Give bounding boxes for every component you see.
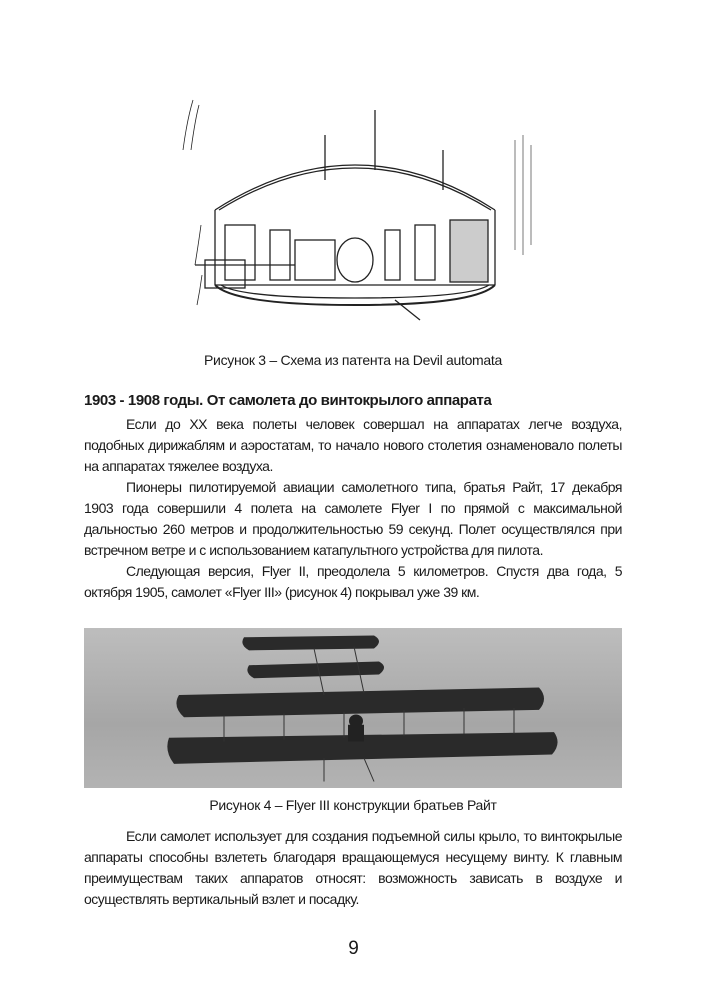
flyer-iii-photo — [84, 628, 622, 788]
closing-body — [84, 826, 622, 910]
paragraph: Если до XX века полеты человек совершал на аппаратах легче воздуха, подобных дирижаблям и аэростатам, то начало нового столетия ознаменовало полеты на аппаратах тяжелее воздуха. — [84, 416, 622, 474]
patent-drawing — [175, 90, 540, 325]
section-body — [84, 414, 622, 603]
figure-3-caption: Рисунок 3 – Схема из патента на Devil automata — [204, 352, 502, 368]
paragraph: Пионеры пилотируемой авиации самолетного типа, братья Райт, 17 декабря 1903 года совершили 4 полета на самолете Flyer I по прямой с максимальной дальностью 260 метров и продолжительностью 59 секунд. Полет осуществлялся при встречном ветре и с использованием катапультного устройства для пилота. — [84, 479, 622, 558]
paragraph: Следующая версия, Flyer II, преодолела 5 километров. Спустя два года, 5 октября 1905, самолет «Flyer III» (рисунок 4) покрывал уже 39 км. — [84, 563, 622, 600]
section-heading: 1903 - 1908 годы. От самолета до винтокрылого аппарата — [84, 392, 492, 409]
page-number: 9 — [348, 938, 359, 959]
paragraph: Если самолет использует для создания подъемной силы крыло, то винтокрылые аппараты способны взлететь благодаря вращающемуся несущему винту. К главным преимуществам таких аппаратов относят: возможность зависать в воздухе и осуществлять вертикальный взлет и посадку. — [84, 828, 622, 907]
figure-4-caption: Рисунок 4 – Flyer III конструкции братьев Райт — [209, 797, 497, 813]
